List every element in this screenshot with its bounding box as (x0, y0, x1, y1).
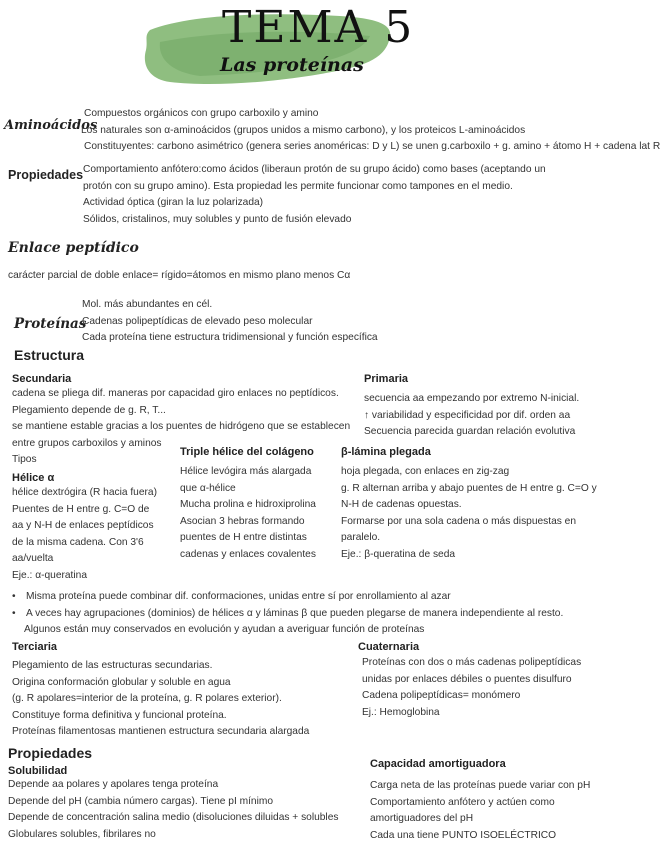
solubilidad-text (8, 777, 338, 843)
proteinas-line: Mol. más abundantes en cél. (82, 299, 213, 310)
capacidad-heading: Capacidad amortiguadora (370, 758, 506, 770)
lamina-line: Eje.: β-queratina de seda (341, 548, 456, 560)
capacidad-line: Cada una tiene PUNTO ISOELÉCTRICO (370, 829, 557, 841)
helice-line: Eje.: α-queratina (12, 569, 87, 581)
lamina-line: Formarse por una sola cadena o más dispuestas en (341, 515, 577, 527)
solubilidad-line: Depende aa polares y apolares tenga proteína (8, 779, 219, 790)
secundaria-line: cadena se pliega dif. maneras por capacidad giro enlaces no peptídicos. (12, 388, 339, 399)
aminoacidos-line: Constituyentes: carbono asimétrico (genera series anoméricas: D y L) se unen g.carboxilo + g. amino + átomo H + cadena lat R (84, 141, 660, 152)
triple-line: cadenas y enlaces covalentes (180, 548, 316, 560)
secundaria-line: se mantiene estable gracias a los puentes de hidrógeno que se establecen (12, 421, 351, 432)
propiedades-line: Sólidos, cristalinos, muy solubles y punto de fusión elevado (83, 213, 352, 225)
propiedades-heading: Propiedades (8, 745, 93, 761)
terciaria-line: Constituye forma definitiva y funcional proteína. (12, 709, 227, 721)
terciaria-line: Origina conformación globular y soluble en agua (12, 676, 231, 688)
primaria-line: ↑ variabilidad y especificidad por dif. orden aa (364, 409, 571, 421)
solubilidad-line: Globulares solubles, fibrilares no (8, 828, 156, 840)
cuaternaria-line: unidas por enlaces débiles o puentes disulfuro (362, 673, 572, 685)
capacidad-line: amortiguadores del pH (370, 813, 474, 824)
triple-line: Mucha prolina e hidroxiprolina (180, 499, 316, 510)
bullet-icon: • (12, 607, 16, 619)
helice-line: aa/vuelta (12, 553, 54, 564)
helice-line: de la misma cadena. Con 3'6 (12, 536, 144, 548)
page-title: TEMA 5 (222, 2, 415, 53)
cuaternaria-heading: Cuaternaria (358, 641, 420, 653)
cuaternaria-line: Ej.: Hemoglobina (362, 706, 440, 718)
cuaternaria-line: Proteínas con dos o más cadenas polipeptídicas (362, 657, 582, 668)
triple-heading: Triple hélice del colágeno (180, 446, 314, 458)
secundaria-line: entre grupos carboxilos y aminos (12, 437, 162, 449)
triple-line: que α-hélice (180, 482, 236, 494)
list-item: • A veces hay agrupaciones (dominios) de hélices α y láminas β que pueden plegarse de manera independiente al resto. (12, 606, 563, 623)
solubilidad-heading: Solubilidad (8, 765, 68, 777)
secundaria-line: Plegamiento depende de g. R, T... (12, 404, 166, 416)
helice-line: Puentes de H entre g. C=O de (12, 503, 150, 515)
aminoacidos-text (82, 106, 660, 156)
terciaria-heading: Terciaria (12, 641, 58, 653)
bullet-list (12, 589, 563, 639)
triple-text (180, 464, 316, 563)
helice-line: hélice dextrógira (R hacia fuera) (12, 487, 157, 498)
secundaria-line: Tipos (12, 454, 37, 465)
lamina-line: g. R alternan arriba y abajo puentes de H entre g. C=O y (341, 482, 597, 494)
cuaternaria-line: Cadena polipeptídicas= monómero (362, 690, 521, 701)
lamina-text (341, 464, 597, 563)
triple-line: Asocian 3 hebras formando (180, 515, 305, 527)
lamina-line: hoja plegada, con enlaces en zig-zag (341, 466, 510, 477)
secundaria-heading: Secundaria (12, 373, 72, 385)
capacidad-line: Comportamiento anfótero y actúen como (370, 796, 555, 808)
primaria-heading: Primaria (364, 373, 409, 385)
proteinas-text (82, 297, 378, 347)
propiedades-line: Actividad óptica (giran la luz polarizada) (83, 197, 264, 208)
triple-line: Hélice levógira más alargada (180, 466, 312, 477)
terciaria-line: Proteínas filamentosas mantienen estructura secundaria alargada (12, 726, 310, 737)
helice-line: aa y N-H de enlaces peptídicos (12, 520, 154, 531)
enlace-text: carácter parcial de doble enlace= rígido=átomos en mismo plano menos Cα (8, 270, 351, 281)
helice-text (12, 485, 157, 584)
helice-heading: Hélice α (12, 472, 55, 484)
estructura-heading: Estructura (14, 347, 85, 363)
triple-line: puentes de H entre distintas (180, 532, 307, 543)
page-subtitle: Las proteínas (220, 54, 364, 76)
aminoacidos-label: Aminoácidos (4, 118, 98, 133)
capacidad-text (370, 778, 590, 844)
propiedades-line: Comportamiento anfótero:como ácidos (liberaun protón de su grupo ácido) como bases (aceptando un (83, 164, 546, 175)
list-item: • Misma proteína puede combinar dif. conformaciones, unidas entre sí por enrollamiento al azar (12, 589, 563, 606)
terciaria-text (12, 658, 309, 741)
propiedades-label: Propiedades (8, 168, 84, 182)
primaria-text (364, 391, 579, 441)
terciaria-line: (g. R apolares=interior de la proteína, g. R polares exterior). (12, 693, 282, 704)
enlace-label: Enlace peptídico (8, 240, 139, 256)
lamina-heading: β-lámina plegada (341, 446, 431, 458)
proteinas-line: Cada proteína tiene estructura tridimensional y función específica (82, 332, 378, 343)
primaria-line: secuencia aa empezando por extremo N-inicial. (364, 393, 580, 404)
proteinas-label: Proteínas (14, 316, 87, 332)
aminoacidos-line: Los naturales son α-aminoácidos (grupos unidos a mismo carbono), y los proteicos L-aminoácidos (81, 124, 526, 136)
proteinas-line: Cadenas polipeptídicas de elevado peso molecular (82, 315, 313, 327)
propiedades-line: protón con su grupo amino). Esta propiedad les permite funcionar como tampones en el medio. (83, 180, 513, 192)
lamina-line: paralelo. (341, 532, 381, 543)
cuaternaria-text (362, 655, 581, 721)
aminoacidos-line: Compuestos orgánicos con grupo carboxilo y amino (84, 108, 319, 119)
terciaria-line: Plegamiento de las estructuras secundarias. (12, 660, 213, 671)
solubilidad-line: Depende del pH (cambia número cargas). Tiene pI mínimo (8, 795, 274, 807)
lamina-line: N-H de cadenas opuestas. (341, 499, 462, 510)
propiedades-text (83, 162, 546, 228)
capacidad-line: Carga neta de las proteínas puede variar con pH (370, 780, 591, 791)
bullet-icon: • (12, 591, 16, 602)
solubilidad-line: Depende de concentración salina medio (disoluciones diluidas + solubles (8, 812, 339, 823)
list-item-continuation: Algunos están muy conservados en evolución y ayudan a averiguar función de proteínas (24, 624, 425, 635)
primaria-line: Secuencia parecida guardan relación evolutiva (364, 426, 576, 437)
